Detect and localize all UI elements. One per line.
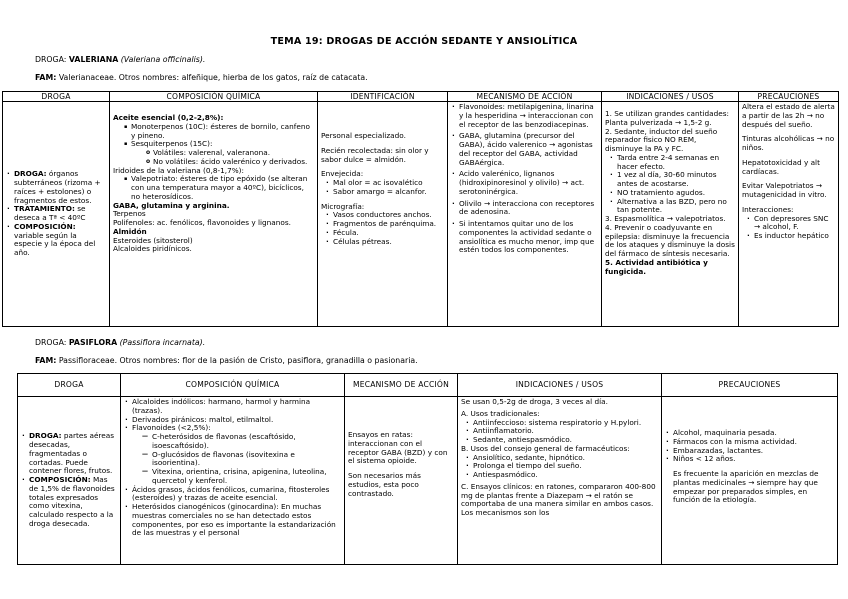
header-composicion: COMPOSICIÓN QUÍMICA [121,374,345,397]
list-item: · Alternativa a las BZD, pero no tan potente. [609,198,735,216]
list-item: · Antiinflamatorio. [465,427,658,436]
list-item: · GABA, glutamina (precursor del GABA), ácido valerenico → agonistas del receptor del GABA, actividad GABAérgica. [451,132,598,167]
page-title: TEMA 19: DROGAS DE ACCIÓN SEDANTE Y ANSIOLÍTICA [270,36,578,47]
list-item: — O-glucósidos de flavonas (isovitexina e isoorientina). [144,451,341,469]
list-item: ▪ Sesquiterpenos (15C): o Volátiles: valerenal, valeranona. o No volátiles: ácido valerénico y derivados. [123,140,314,166]
list-item: · 1 vez al día, 30-60 minutos antes de acostarse. [609,171,735,189]
list-item: · Vasos conductores anchos. [325,211,444,220]
valeriana-fam-line [35,73,368,82]
list-item: — Vitexina, orientina, crisina, apigenina, luteolina, quercetol y kenferol. [144,468,341,486]
droga-name: VALERIANA [68,55,119,64]
precauciones-cell: · Alcohol, maquinaria pesada. · Fármacos con la misma actividad. · Embarazadas, lactantes. · Niños < 12 años. Es frecuente la aparición en mezclas de plantas medicinales → siempre hay que empezar por preparados simples, en función de la etiología. [662,397,838,565]
list-item: · Prolonga el tiempo del sueño. [465,462,658,471]
list-item: · Flavonoides: metilapigenina, linarina y la hesperidina → interaccionan con el receptor de las benzodiacepinas. [451,103,598,129]
list-item: · Células pétreas. [325,238,444,247]
list-item: · Es inductor hepático [746,232,835,241]
list-item: · DROGA: órganos subterráneos (rizoma + raíces + estolones) o fragmentos de estos. [6,170,106,205]
list-item: · Fragmentos de parénquima. [325,220,444,229]
header-indicaciones: INDICACIONES / USOS [602,92,739,102]
pasiflora-table [17,373,838,565]
list-item: · Con depresores SNC → alcohol, F. [746,215,835,233]
list-item: · Olivilo → interacciona con receptores de adenosina. [451,200,598,218]
list-item: · Embarazadas, lactantes. [665,447,834,456]
list-item: · Antiespasmódico. [465,471,658,480]
fam-label: FAM: [35,356,57,365]
list-item: o Volátiles: valerenal, valeranona. [145,149,314,158]
mecanismo-cell: Ensayos en ratas: interaccionan con el receptor GABA (BZD) y con el sistema opioide. Son necesarios más estudios, esta poco contrastado. [345,397,458,565]
mecanismo-cell [448,102,602,327]
list-item: ▪ Monoterpenos (10C): ésteres de bornilo, canfeno y pineno. [123,123,314,141]
list-item: · Fármacos con la misma actividad. [665,438,834,447]
list-item: · Sedante, antiespasmódico. [465,436,658,445]
list-item: · Sabor amargo = alcanfor. [325,188,444,197]
list-item: · DROGA: partes aéreas desecadas, fragmentadas o cortadas. Puede contener flores, frutos. [21,432,117,476]
list-item: · Heterósidos cianogénicos (ginocardina): En muchas muestras comerciales no se han detectado estos componentes, por eso es importante la estandarización de las muestras y el personal [124,503,341,538]
table-header-row [18,374,838,397]
list-item: · Niños < 12 años. [665,455,834,464]
fam-text: Valerianaceae. Otros nombres: alfeñique, hierba de los gatos, raíz de catacata. [58,73,368,82]
header-droga: DROGA [3,92,110,102]
droga-latin: (Passiflora incarnata). [119,338,206,347]
indicaciones-cell: Se usan 0,5-2g de droga, 3 veces al día. A. Usos tradicionales: · Antiinfeccioso: sistema respiratorio y H.pylori. · Antiinflamatorio. · Sedante, antiespasmódico. B. Usos del consejo general de farmacéuticos: · Ansiolítico, sedante, hipnótico. · Prolonga el tiempo del sueño. · Antiespasmódico. C. Ensayos clínicos: en ratones, compararon 400-800 mg de plantas frente a Diazepam → el ratón se comportaba de una manera similar en ambos casos. Los mecanismos son los [458,397,662,565]
header-mecanismo: MECANISMO DE ACCIÓN [448,92,602,102]
table-header-row [3,92,839,102]
list-item: · Fécula. [325,229,444,238]
droga-name: PASIFLORA [68,338,118,347]
list-item: ▪ Valepotriato: ésteres de tipo epóxido (se alteran con una temperatura mayor a 40ºC), bicíclicos, no heterosídicos. [123,175,314,201]
droga-cell [18,397,121,565]
identificacion-cell: Personal especializado. Recién recolectada: sin olor y sabor dulce = almidón. Envejecida: · Mal olor = ac isovalético · Sabor amargo = alcanfor. Micrografía: · Vasos conductores anchos. · Fragmentos de parénquima. · Fécula. · Células pétreas. [318,102,448,327]
header-indicaciones: INDICACIONES / USOS [458,374,662,397]
table-row [18,397,838,565]
list-item: · Si intentamos quitar uno de los componentes la actividad sedante o ansiolítica es mucho menor, imp que estén todos los componentes. [451,220,598,255]
droga-label: DROGA: [35,338,67,347]
precauciones-cell: Altera el estado de alerta a partir de las 2h → no después del sueño. Tinturas alcohólicas → no niños. Hepatotoxicidad y alt cardíacas. Evitar Valepotriatos → mutagenicidad in vitro. Interacciones: · Con depresores SNC → alcohol, F. · Es inductor hepático [739,102,839,327]
list-item: · NO tratamiento agudos. [609,189,735,198]
list-item: · COMPOSICIÓN: Mas de 1,5% de flavonoides totales expresados como vitexina, calculado respecto a la droga desecada. [21,476,117,529]
header-precauciones: PRECAUCIONES [662,374,838,397]
list-item: · Acido valerénico, lignanos (hidroxipinoresinol y olivilo) → act. serotoninérgica. [451,170,598,196]
valeriana-droga-line [35,55,205,64]
list-item: · Antiinfeccioso: sistema respiratorio y H.pylori. [465,419,658,428]
header-identificacion: IDENTIFICACIÓN [318,92,448,102]
list-item: · Tarda entre 2-4 semanas en hacer efecto. [609,154,735,172]
header-composicion: COMPOSICIÓN QUÍMICA [110,92,318,102]
list-item: · Alcaloides indólicos: harmano, harmol y harmina (trazas). [124,398,341,416]
composicion-cell [121,397,345,565]
list-item: · Alcohol, maquinaria pesada. [665,429,834,438]
list-item: · Mal olor = ac isovalético [325,179,444,188]
droga-cell [3,102,110,327]
list-item: · TRATAMIENTO: se deseca a Tª < 40ºC [6,205,106,223]
fam-text: Passifloraceae. Otros nombres: flor de la pasión de Cristo, pasiflora, granadilla o pasionaria. [58,356,418,365]
fam-label: FAM: [35,73,57,82]
pasiflora-fam-line [35,356,418,365]
list-item: · Flavonoides (<2,5%): — C-heterósidos de flavonas (escaftósido, isoescaftósido). — O-glucósidos de flavonas (isovitexina e isoorientina). — Vitexina, orientina, crisina, apigenina, luteolina, quercetol y kenferol. [124,424,341,485]
list-item: · Ansiolítico, sedante, hipnótico. [465,454,658,463]
list-item: o No volátiles: ácido valerénico y derivados. [145,158,314,167]
list-item: · Derivados piránicos: maltol, etilmaltol. [124,416,341,425]
droga-label: DROGA: [35,55,67,64]
header-mecanismo: MECANISMO DE ACCIÓN [345,374,458,397]
list-item: · COMPOSICIÓN: variable según la especie y la época del año. [6,223,106,258]
table-row [3,102,839,327]
droga-latin: (Valeriana officinalis). [120,55,206,64]
list-item: · Ácidos grasos, ácidos fenólicos, cumarina, fitosteroles (esteroides) y trazas de aceite esencial. [124,486,341,504]
indicaciones-cell: 1. Se utilizan grandes cantidades: Planta pulverizada → 1,5-2 g. 2. Sedante, inductor del sueño reparador fisico NO REM, disminuye la PA y FC. · Tarda entre 2-4 semanas en hacer efecto. · 1 vez al día, 30-60 minutos antes de acostarse. · NO tratamiento agudos. · Alternativa a las BZD, pero no tan potente. 3. Espasmolítica → valepotriatos. 4. Prevenir o coadyuvante en epilepsia: disminuye la frecuencia de los ataques y disminuye la dosis del fármaco de síntesis necesaria. 5. Actividad antibiótica y fungicida. [602,102,739,327]
pasiflora-droga-line [35,338,205,347]
list-item: — C-heterósidos de flavonas (escaftósido, isoescaftósido). [144,433,341,451]
composicion-cell: Aceite esencial (0,2-2,8%): ▪ Monoterpenos (10C): ésteres de bornilo, canfeno y pineno. ▪ Sesquiterpenos (15C): o Volátiles: valerenal, valeranona. o No volátiles: ácido valerénico y derivados. Iridoides de la valeriana (0,8-1,7%): ▪ Valepotriato: ésteres de tipo epóxido (se alteran con una temperatura mayor a 40ºC), bicíclicos, no heterosídicos. GABA, glutamina y arginina. Terpenos Polifenoles: ac. fenólicos, flavonoides y lignanos. Almidón Esteroides (sitosterol) Alcaloides piridínicos. [110,102,318,327]
header-droga: DROGA [18,374,121,397]
valeriana-table [2,91,839,327]
header-precauciones: PRECAUCIONES [739,92,839,102]
